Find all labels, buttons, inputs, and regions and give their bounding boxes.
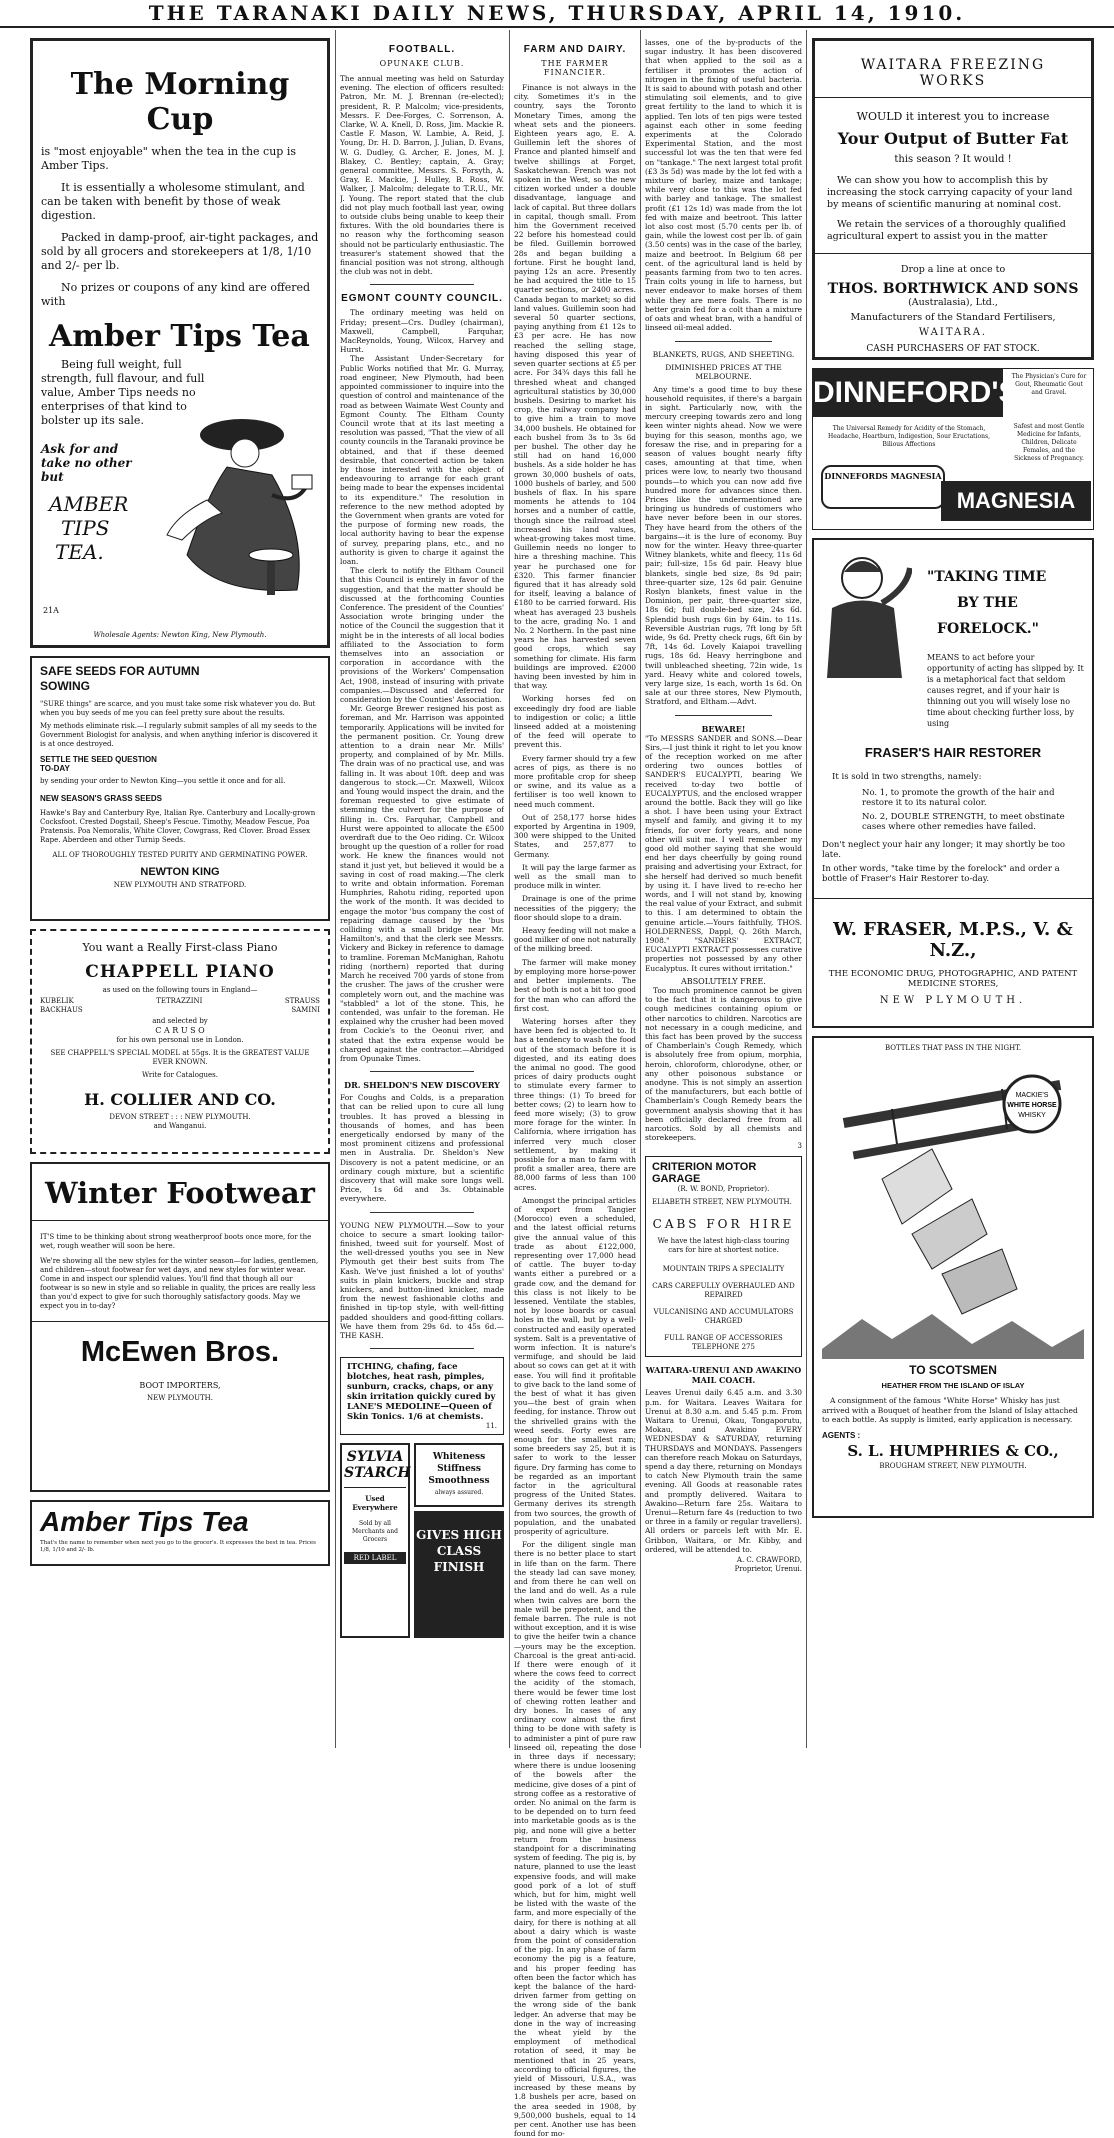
- ad-title: WAITARA FREEZING WORKS: [860, 57, 1046, 89]
- artist: C A R U S O: [155, 1026, 205, 1035]
- sylvia-starch-ad: [340, 1443, 504, 1638]
- column-misc: [645, 38, 802, 1574]
- section-subheading: THE FARMER FINANCIER.: [541, 59, 609, 77]
- ad-firm: H. COLLIER AND CO.: [84, 1090, 276, 1109]
- ad-text: GIVES HIGH CLASS FINISH: [414, 1511, 504, 1638]
- section-heading: BEWARE!: [701, 723, 746, 734]
- masthead: THE TARANAKI DAILY NEWS, THURSDAY, APRIL 14, 1910.: [148, 1, 966, 25]
- safe-seeds-ad: [30, 656, 330, 921]
- ad-title: FORELOCK.": [937, 621, 1039, 637]
- ad-text: Used Everywhere: [352, 1494, 398, 1513]
- amber-tips-morning-cup-ad: [30, 38, 330, 648]
- ad-text: CARS CAREFULLY OVERHAULED AND REPAIRED: [652, 1282, 795, 1300]
- ad-text: Drop a line at once to: [900, 264, 1006, 275]
- article-text: For the diligent single man there is no better place to start in life than on the farm. There the steady lad can save money, and from there he can well on the land and do well. As a rule when twin calves are born the male will be prepotent, and the female barren. The rule is not without exception, and it is wise to give the heifer twin a chance—yours may be the exception. Charcoal is the great anti-acid. If there were enough of it where the cows feed to correct the acidity of the stomach, there would be fewer time lost of chewing rotten leather and dry bones. In cases of any ordinary cow almost the first thing to be done with safety is to administer a pint of pure raw linseed oil, repeating the dose in three days if necessary; where there is undue loosening of the bowels after the medicine, give doses of a pint of strong coffee as a restorative of order. No animal on the farm is to be depended on to turn feed into marketable goods as is the pig, and none will give a better return from the business standpoint for a discriminating system of feeding. The pig is, by nature, planned to use the least expensive foods, and will make good pork of a lot of stuff which, but for him, might well be listed with the waste of the farm, and more especially of the dairy, for there is nothing at all about a dairy which is waste from the point of consideration of the pig. In any phase of farm economy the pig is a feature, and his proper feeding has often been the factor which has kept the balance of the hard-driven farmer from getting on the wrong side of the bank ledger. An adverse that may be done in the way of increasing the wheat yield by the employment of methodical rotation of seed, it may be mentioned that in 25 years, according to official figures, the yield of Missouri, U.S.A., was increased by these means by 1.8 bushels per acre, based on the area seeded in 1908, by 9,500,000 bushels, equal to 14 per cent. Another use has been found for mo-: [514, 1540, 636, 2138]
- ad-place: WAITARA.: [918, 327, 988, 338]
- ad-text: The Universal Remedy for Acidity of the Stomach, Headache, Heartburn, Indigestion, Sour Eructations, Bilious Affections: [828, 425, 990, 448]
- starch-panel: [414, 1443, 504, 1507]
- article-text: The clerk to notify the Eltham Council that this Council is entirely in favor of the suggestion, and that the matter should be discussed at the forthcoming Counties Conference. The president of the Counties' Association wrote bringing under the notice of the Council the suggestion that it might be in the interests of all local bodies affiliated to the Association to form themselves into an association or corporation in accordance with the provisions of the Workers' Compensation Act, 1908, instead of insuring with private companies.—Discussed and deferred for consideration by the Counties' Association.: [340, 566, 504, 704]
- ad-address: ELIABETH STREET, NEW PLYMOUTH.: [652, 1198, 792, 1207]
- ad-text: this season ? It would !: [894, 154, 1012, 165]
- ad-text: Write for Catalogues.: [142, 1071, 218, 1079]
- article-text: Any time's a good time to buy these household requisites, if there's a bargain in sight. Particularly now, with the mercury creeping towards zero and long keen winter nights ahead. Now we were buying for this season, months ago, we foresaw the rise, and in preparing for a season of values bought nearly fifty cases, amounting at that time, when prices were low, to nearly two thousand pounds—to which you can now add five hundred more for advances since then. Prices like the undermentioned are bringing us hundreds of customers who have never before been in our stores. They have heard from the others of the bargains—it is the lure of economy. Buy now for the winter. Heavy three-quarter Witney blankets, white and fleecy, 11s 6d pair; full-size, 15s 6d pair. Heavy blue blankets, single bed size, 8s 9d pair; three-quarter size, 12s 6d pair. Genuine Roslyn blankets, finest value in the Dominion, per pair, three-quarter size, 18s 6d; full double-bed size, 24s 6d. Splendid bush rugs 6in by 64in. to 11s. Reversible Austrian rugs, 7ft long by 5ft wide, 9s 6d. Pretty check rugs, 6ft 6in by 7ft, 14s 6d. Lovely Kaiapoi travelling rugs, 18s 6d. Heavy herringbone and twill unbleached sheeting, 72in wide, 1s yard. Heavy white and colored towels, very large size, 1s each, worth 1s 6d. On sale at our three stores, New Plymouth, Stratford, and Eltham.—Advt.: [645, 384, 802, 707]
- signature: Proprietor, Urenui.: [734, 1565, 802, 1573]
- chappell-piano-ad: [30, 929, 330, 1154]
- column-farm-dairy: [514, 38, 636, 2138]
- brand-name: DINNEFORD'S: [813, 369, 1003, 417]
- ad-text: Don't neglect your hair any longer; it may shortly be too late.: [822, 840, 1066, 860]
- ad-title: "TAKING TIME: [927, 569, 1047, 585]
- ad-text: THE ECONOMIC DRUG, PHOTOGRAPHIC, AND PATENT MEDICINE STORES,: [828, 969, 1078, 989]
- ad-text: Sold by all Merchants and Grocers: [352, 1520, 398, 1544]
- ad-text: Manufacturers of the Standard Fertilisers,: [850, 312, 1056, 323]
- ad-address: BROUGHAM STREET, NEW PLYMOUTH.: [879, 1461, 1027, 1470]
- ad-agents: Wholesale Agents: Newton King, New Plymouth.: [93, 631, 267, 639]
- ad-text: Smoothness: [428, 1476, 490, 1487]
- tea-lady-illustration: [147, 405, 317, 605]
- article-text: Leaves Urenui daily 6.45 a.m. and 3.30 p.m. for Waitara. Leaves Waitara for Urenui at 8.30 a.m. and 5.45 p.m. From Waitara to Urenui, Okau, Tongaporutu, Mokau, and Awakino EVERY WEDNESDAY & SATURDAY, returning THURSDAYS and MONDAYS. Passengers can therefore reach Mokau on Saturdays, spend a day there, returning on Mondays to catch New Plymouth train the same evening. All Goods at reasonable rates and promptly delivered. Waitara to Awakino—Return fare 25s. Waitara to Urenui—Return fare 4s (reduction to two or three in a family or regular travellers). All orders or parcels left with Mr. E. Gribbon, Waitara, or Mr. Kibby, and ordered, will be attended to.: [645, 1388, 802, 1554]
- ad-text: (Australasia), Ltd.,: [908, 297, 998, 308]
- winter-footwear-ad: [30, 1162, 330, 1492]
- ad-text: A consignment of the famous "White Horse" Whisky has just arrived with a Bouquet of heather from the Island of Islay attached to each bottle. As supply is limited, early application is necessary.: [822, 1396, 1078, 1424]
- article-text: The farmer will make money by employing more horse-power and better implements. The best of both is not a bit too good for the man who can afford the first cost.: [514, 957, 636, 1013]
- article-text: Drainage is one of the prime necessities of the piggery; the floor should slope to a drain.: [514, 894, 636, 922]
- article-text: The ordinary meeting was held on Friday; present—Crs. Dudley (chairman), Maxwell, Campbell, Farquhar, MacReynolds, Young, Wilcox, Harvey and Hurst.: [340, 308, 504, 355]
- ad-text: AMBER: [49, 492, 129, 516]
- ad-text: Ask for and take no other but: [41, 442, 132, 484]
- ad-firm: THOS. BORTHWICK AND SONS: [827, 281, 1079, 297]
- article-text: Every farmer should try a few acres of pigs, as there is no more profitable crop for sheep or swine, and its value as a fertiliser is too well known to need much comment.: [514, 753, 636, 809]
- article-text: Watering horses after they have been fed is objected to. It has a tendency to wash the food out of the stomach before it is digested, and its eating does the animal no good. The good prices of dairy products ought to stimulate every farmer to three things: (1) To breed for better cows; (2) to learn how to feed more wisely; (3) to grow more forage for the winter. In California, where irrigation has inferred very much closer settlement, by making it possible for a man to farm with profit a smaller area, there are 88,000 farms of less than 100 acres.: [514, 1016, 636, 1192]
- article-text: It will pay the large farmer as well as the small man to produce milk in winter.: [514, 862, 636, 891]
- section-heading: WAITARA-URENUI AND AWAKINO MAIL COACH.: [645, 1365, 802, 1386]
- article-text: Working horses fed on exceedingly dry food are liable to indigestion or colic; a little linseed added at a moistening of the feed will operate to prevent this.: [514, 694, 636, 750]
- ad-text: is "most enjoyable" when the tea in the cup is Amber Tips.: [41, 145, 297, 172]
- column-ads-left: [30, 38, 330, 1566]
- ad-place: NEW PLYMOUTH.: [147, 1394, 213, 1402]
- starch-panel: [340, 1443, 410, 1638]
- ad-text: VULCANISING AND ACCUMULATORS CHARGED: [653, 1308, 794, 1326]
- magnesia-bottle: DINNEFORDS MAGNESIA: [821, 465, 945, 509]
- ad-address: DEVON STREET : : : NEW PLYMOUTH.: [109, 1113, 251, 1121]
- article-text: Amongst the principal articles of export from Tangier (Morocco) even a scheduled, and the latest official returns give the annual value of this trade as about £122,000, representing over 17,000 head of cattle. The buyer to-day wants either a purebred or a grade cow, and the demand for this class is not likely to be lessened. Ventilate the stables, not by loose boards or casual holes in the wall, but by a well-constructed and easily operated system. Salt is a preventative of worm infection. It is nature's vermifuge, and should be laid about so cows can get at it with ease. You will find it profitable to give back to the land some of the best of what it has given you—the best of grain when feeding, for instance. Throw out the shrivelled grains with the weed seeds. Forty ewes are enough for the smallest ram; some breeders say 25, but it is safer to work to the lesser figure. Dry farming has come to be regarded as an important factor in the agricultural progress of the United States. Germany derives its strength from two sources, the growth of population, and the unabated prosperity of agriculture.: [514, 1195, 636, 1537]
- ad-text: MEANS to act before your opportunity of acting has slipped by. It is a metaphorical fact that seldom causes regret, and if your hair is thinning out you will wisely lose no time about checking further loss, by using: [927, 653, 1084, 728]
- brand-name: SYLVIA STARCH: [344, 1449, 411, 1482]
- ad-firm: S. L. HUMPHRIES & CO.,: [847, 1441, 1059, 1460]
- ad-place: NEW PLYMOUTH.: [879, 995, 1027, 1006]
- ad-place: NEW PLYMOUTH AND STRATFORD.: [113, 881, 247, 889]
- artist-row: [40, 1006, 320, 1015]
- brand-name: MAGNESIA: [941, 481, 1091, 521]
- ad-firm: W. FRASER, M.P.S., V. & N.Z.,: [833, 919, 1073, 961]
- ad-text: (R. W. BOND, Proprietor).: [677, 1185, 770, 1194]
- column-rule: [335, 30, 336, 1748]
- waitara-freezing-works-ad: [812, 38, 1094, 360]
- ad-text: IT'S time to be thinking about strong weatherproof boots once more, for the wet, rough weather will soon be here.: [40, 1233, 312, 1250]
- article-text: Too much prominence cannot be given to the fact that it is dangerous to give cough medicines containing opium or other narcotics to children. Narcotics are not necessary in a cough medicine, and this fact has been proved by the success of Chamberlain's Cough Remedy, which is absolutely free from opium, morphia, heroin, chloroform, chlorodyne, other, or any other poisonous substance or anodyne. This is not simply an assertion of the manufacturers, but each bottle of Chamberlain's Cough Remedy bears the government analysis showing that it has been officially declared free from all narcotics. Sold by all chemists and storekeepers.: [645, 985, 802, 1143]
- article-text: lasses, one of the by-products of the sugar industry. It has been discovered that when applied to the soil as a fertiliser it promotes the action of nitrogen in the fixing of useful bacteria. It is said to abound with potash and other stimulating soil elements, and to give great fertility to the land to which it is applied. Ten lots of ten pigs were tested against each other in some feeding experiments at the Colorado Experimental Station, and the most successful lot was the ten that were fed on "tankage." The next largest total profit (£3 3s 5d) was made by the lot fed with a mixture of barley, maize and tankage; while very close to this was the lot fed with barley and tankage. The smallest profit (£1 12s 1d) was made from the lot fed with maize and beetroot. This latter lot also cost most (5.70 cents per lb. of gain, while the lowest cost per lb. of gain (3.50 cents) was in the case of the barley, maize and beetroot. In Belgium 68 per cent. of the agricultural land is held by peasants farming from two to ten acres. Train colts young in life to harness, but never endeavor to make horses of them while they are mere foals. There is no better grain fed for a colt than a mixture of oats and wheat bran, with a handful of linseed oil-meal added.: [645, 38, 802, 333]
- ad-text: We're showing all the new styles for the winter season—for ladies, gentlemen, and children—stout footwear for wet days, and new styles for winter wear. Come in and inspect our splendid values. You'll find that though all our footwear is so new in style and so reliable in quality, the prices are really less than you'd expect to give for such thoroughly satisfactory goods. May we expect you in to-day?: [40, 1257, 319, 1310]
- column-rule: [806, 30, 807, 1748]
- ad-subtitle: CABS FOR HIRE: [652, 1217, 795, 1232]
- artist: KUBELIK: [40, 997, 74, 1005]
- ad-subtitle: SETTLE THE SEED QUESTION TO-DAY: [40, 755, 157, 773]
- ad-text: TEA.: [55, 540, 104, 564]
- seed-list: Hawke's Bay and Canterbury Rye, Italian Rye. Canterbury and Locally-grown Cocksfoot. Crested Dogstail, Sheep's Fescue. Timothy, Meadow Fescue, Poa Pratensis. Poa Nemoralis, White Clover, Cowgrass, Red Clover. Broad Essex Rape. Aberdeen and other Turnip Seeds.: [40, 809, 316, 844]
- column-rule: [509, 30, 510, 1748]
- ad-code: 3: [797, 1142, 802, 1151]
- artist: TETRAZZINI: [156, 997, 203, 1005]
- ad-text: Packed in damp-proof, air-tight packages, and sold by all grocers and storekeepers at 1/8, 1/10 and 2/- per lb.: [41, 231, 319, 272]
- section-heading: ABSOLUTELY FREE.: [681, 976, 766, 986]
- ad-text: RED LABEL: [344, 1552, 406, 1564]
- ad-text: CASH PURCHASERS OF FAT STOCK.: [866, 344, 1040, 354]
- ad-text: In other words, "take time by the forelock" and order a bottle of Fraser's Hair Restorer to-day.: [822, 864, 1060, 884]
- ad-subtitle: HEATHER FROM THE ISLAND OF ISLAY: [881, 1381, 1025, 1390]
- ad-text: My methods eliminate risk.—I regularly submit samples of all my seeds to the Government Biologist for analysis, and when anything inferior is discovered it is at once destroyed.: [40, 722, 318, 748]
- article-text: Mr. George Brewer resigned his post as foreman, and Mr. Harrison was appointed temporarily. Applications will be invited for the permanent position. Cr. Young drew attention to a drain near Mr. Mills' property, and complained of by Mr. Mills. The drain was of no practical use, and was falling in. It was about 10ft. deep and was dangerous to stock.—Cr. Maxwell, Wilcox and Young would inspect the drain, and the foreman requested to give estimate of stemming the culvert for the purpose of filling in. Crs. Farquhar, Campbell and Hurst were appointed to allocate the £500 overdraft due to the Oeo riding. Cr. Wilcox brought up the question of a roller for road work. He knew the finances would not stand it just yet, but believed it would be a saving in cost of road making.—The clerk to write and obtain information. Foreman Humphries, Rahotu riding, reported upon the work of the month. It was decided to engage the motor 'bus company the cost of repairing damage caused by the 'bus colliding with a small bridge near Mr. Hamilton's, and that the clerk see Messrs. Vickery and Bickey in reference to damage to tramline. Foreman McManighan, Rahotu riding (northern) reported that during March he received 700 yards of stone from the crusher. The jaws of the crusher were completely worn out, and the machine was "stabbled" a lot of the stone. This, he contended, was unfair to the foreman. He explained why the crusher had been moved from Cockie's to the Oeonui river, and stated that the extra expense would be charged against the contractor.—Abridged from Opunake Times.: [340, 704, 504, 1063]
- section-heading: DR. SHELDON'S NEW DISCOVERY: [344, 1080, 500, 1091]
- column-ads-right: [812, 38, 1094, 1526]
- dinnefords-ad: [812, 368, 1094, 530]
- ad-text: Safest and most Gentle Medicine for Infants, Children, Delicate Females, and the Sickness of Pregnancy.: [1013, 423, 1085, 462]
- ad-text: That's the name to remember when next you go to the grocer's. It expresses the best in tea. Prices 1/8, 1/10 and 2/- lb.: [40, 1540, 317, 1553]
- brand-name: Amber Tips Tea: [49, 319, 310, 354]
- column-rule: [640, 30, 641, 1748]
- ad-text: ALL OF THOROUGHLY TESTED PURITY AND GERMINATING POWER.: [52, 851, 308, 859]
- ad-text: always assured.: [434, 1489, 484, 1497]
- ad-text: BOOT IMPORTERS,: [139, 1381, 221, 1390]
- brand-name: CHAPPELL PIANO: [85, 962, 275, 982]
- aeroplane-bottles-illustration: [822, 1059, 1084, 1359]
- artist: STRAUSS: [284, 997, 320, 1005]
- ad-title: The Morning Cup: [70, 67, 290, 137]
- ad-text: and selected by: [152, 1017, 208, 1025]
- ad-text: by sending your order to Newton King—you settle it once and for all.: [40, 777, 286, 785]
- article-text: Heavy feeding will not make a good milker of one not naturally of the milking breed.: [514, 926, 636, 954]
- article-text: Finance is not always in the city. Sometimes it's in the country, says the Toronto Monetary Times, among the wheat sets and the pioneers. Eighteen years ago, E. A. Guillemin left the shores of France and planted himself and twelve shillings at Forget, Saskatchewan. French was not spoken in the West, so the new citizen worked under a double disadvantage, language and lack of capital. But three dollars in capital, though small. From him the Government received 22 before his homestead could be filed. Guillemin borrowed 28s and began building a fortune. First he bought land, paying 12s an acre. Presently he had acquired the title to 15 quarter sections, or 2400 acres. Canada began to market; so did land values. Guillemin soon had several 50 quarter sections, paying anything from £1 12s to £3 per acre. He has now reached the selling stage, having disposed this year of seven quarter sections at £5 per acre. For 34¾ days this fall he threshed wheat and changed agricultural statistics by 30,000 bushels. Desiring to market his crop, the railway company had to give him a train to move 34,000 bushels. He obtained for each bushel from 3s to 3s 6d per bushel. The other day he still had on hand 16,000 bushels. As a side holder he has grown 30,000 bushels of oats, 1000 bushels of barley, and 500 bushels of flax. In his spare moments he attends to 104 horses and a number of cattle, though since the railroad steel increased his land values, wheat-growing takes most time. Guillemin needs no longer to hire a threshing machine. This year he purchased one for £320. This farmer financier figured that it has already sold for itself, leaving a balance of £180 to be carried forward. His wheat has averaged 23 bushels to the acre, grading No. 1 and No. 2 Northern. In the past nine years he has harvested seven good crops, which say something for climate. His farm buildings are improved. £2000 having been invested by him in that way.: [514, 83, 636, 691]
- ad-subtitle: TO SCOTSMEN: [909, 1363, 997, 1377]
- column-football-council: [340, 38, 504, 1638]
- ad-title: Winter Footwear: [45, 1176, 315, 1210]
- ad-code: 21A: [43, 606, 59, 615]
- ad-text: TELEPHONE 275: [692, 1343, 755, 1352]
- article-text: Out of 258,177 horse hides exported by Argentina in 1909, 300 were shipped to the United States, and 257,877 to Germany.: [514, 812, 636, 859]
- ad-text: Being full weight, full strength, full flavour, and full value, Amber Tips needs no enterprises of that kind to bolster up its sale.: [41, 358, 205, 427]
- ad-text: We have the latest high-class touring cars for hire at shortest notice.: [657, 1237, 790, 1255]
- ad-text: No prizes or coupons of any kind are offered with: [41, 281, 311, 308]
- ad-text: We retain the services of a thoroughly qualified agricultural expert to assist you in the matter: [827, 219, 1066, 242]
- ad-text: "SURE things" are scarce, and you must take some risk whatever you do. But when you buy seeds of me you can feel pretty sure about the results.: [40, 700, 316, 717]
- ad-text: It is essentially a wholesome stimulant, and can be taken with benefit by those of weak digestion.: [41, 181, 305, 222]
- ad-text: Stiffness: [437, 1464, 481, 1475]
- ad-text: The Physician's Cure for Gout, Rheumatic Gout and Gravel.: [1011, 373, 1087, 396]
- product-name: FRASER'S HAIR RESTORER: [864, 745, 1042, 760]
- ad-title: SAFE SEEDS FOR AUTUMN SOWING: [40, 664, 200, 693]
- man-illustration: [822, 548, 912, 678]
- white-horse-whisky-ad: [812, 1036, 1094, 1518]
- ad-headline: [927, 564, 1084, 642]
- ad-text: You want a Really First-class Piano: [82, 941, 278, 954]
- ad-text: as used on the following tours in England—: [102, 986, 258, 994]
- section-subheading: DIMINISHED PRICES AT THE MELBOURNE.: [665, 362, 782, 381]
- section-heading: EGMONT COUNTY COUNCIL.: [341, 293, 503, 305]
- article-text: For Coughs and Colds, is a preparation that can be relied upon to cure all lung troubles. It has proved a blessing in thousands of homes, and has been energetically endorsed by many of the most prominent citizens and professional men in Australia. Dr. Sheldon's New Discovery is not a patent medicine, or an ordinary cough mixture, but a scientific discovery that will make sore lungs well. Price, 1s 6d and 3s. Obtainable everywhere.: [340, 1093, 504, 1204]
- ad-firm: McEwen Bros.: [80, 1336, 280, 1368]
- ad-text: Whiteness: [432, 1452, 486, 1463]
- ad-code: 11.: [485, 1422, 497, 1431]
- ad-text: for his own personal use in London.: [116, 1036, 244, 1044]
- label-text: WHITE HORSE: [1007, 1102, 1057, 1109]
- artist: BACKHAUS: [40, 1006, 83, 1014]
- section-subheading: OPUNAKE CLUB.: [379, 59, 465, 68]
- ad-text: It is sold in two strengths, namely:: [832, 772, 982, 782]
- page-header: [0, 0, 1114, 28]
- ad-subtitle: NEW SEASON'S GRASS SEEDS: [40, 794, 162, 803]
- ad-text: No. 1, to promote the growth of the hair and restore it to its natural color.: [862, 788, 1055, 808]
- ad-text: SEE CHAPPELL'S SPECIAL MODEL at 55gs. It is the GREATEST VALUE EVER KNOWN.: [50, 1049, 310, 1066]
- label-text: MACKIE'S: [1015, 1092, 1049, 1099]
- criterion-garage-ad: [645, 1156, 802, 1357]
- brand-name: Amber Tips Tea: [40, 1506, 249, 1537]
- ad-text: AGENTS :: [822, 1430, 861, 1440]
- signature: A. C. CRAWFORD,: [736, 1556, 802, 1564]
- ad-title: CRITERION MOTOR GARAGE: [652, 1161, 757, 1186]
- ad-subtitle: Your Output of Butter Fat: [837, 129, 1069, 148]
- article-text: The Assistant Under-Secretary for Public Works notified that Mr. G. Murray, road engineer, New Plymouth, had been appointed commissioner to inquire into the question of control and maintenance of the road as between Waimate West County and Egmont County. The Eltham County Council wrote that at its last meeting a resolution was passed, "That the view of all county councils in the Taranaki province be obtained, and that if these deemed desirable, that concerted action be taken by those interested with the object of endeavouring to arrange for each grant being made to bear the expenses incidental to its expenditure." The resolution in reference to the new method adopted by the Government when grants are voted for the purpose of forming new roads, the local authority having to bear the expense of survey, preparing plans, etc., and no authority is given to charge it against the loan.: [340, 354, 504, 566]
- ad-address: and Wanganui.: [153, 1122, 207, 1130]
- frasers-hair-restorer-ad: [812, 538, 1094, 1028]
- ad-text: No. 2, DOUBLE STRENGTH, to meet obstinate cases where other remedies have failed.: [862, 812, 1065, 832]
- ad-text: We can show you how to accomplish this by increasing the stock carrying capacity of your land by means of scientific manuring at nominal cost.: [827, 175, 1073, 210]
- section-heading: FARM AND DAIRY.: [523, 44, 627, 55]
- itching-ad: [340, 1357, 504, 1435]
- article-text: YOUNG NEW PLYMOUTH.—Sow to your choice to secure a smart looking tailor-finished, tweed suit for yourself. Most of the well-dressed youths you see in New Plymouth get their best suits from The Kash. We've just finished a lot of youths' suits in plain knickers, buckle and strap knickers, and button-lined knicker, made from the newest fashionable cloths and finished in tip-top style, with well-fitting padded shoulders and good-fitting collars. We have them from 29s 6d. to 45s 6d.—THE KASH.: [340, 1220, 504, 1340]
- ad-firm: NEWTON KING: [140, 866, 220, 878]
- artist-row: [40, 997, 320, 1006]
- ad-text: TIPS: [61, 516, 110, 540]
- ad-title: BOTTLES THAT PASS IN THE NIGHT.: [884, 1044, 1022, 1052]
- ad-text: MOUNTAIN TRIPS A SPECIALITY: [662, 1265, 785, 1274]
- amber-tips-footer-ad: [30, 1500, 330, 1566]
- ad-text: ITCHING, chafing, face blotches, heat rash, pimples, sunburn, cracks, chaps, or any skin irritation quickly cured by LANE'S MEDOLINE—Queen of Skin Tonics. 1/6 at chemists.: [347, 1362, 496, 1423]
- label-text: WHISKY: [1018, 1112, 1046, 1119]
- article-text: The annual meeting was held on Saturday evening. The election of officers resulted: Patron, Mr. M. J. Brennan (re-elected); president, R. P. Malcolm; vice-presidents, Messrs. F. Dee-Forges, C. Sorrenson, A. Clarke, W. A. Knell, D. Ross, Jim. Mackie R. Castle F. Mason, W. Lambie, A. Reid, J. Young, Dr. H. D. Barron, J. Julian, D. Evans, W. G. Dudley, G. Archer, E. Jones, M. J. Blakey, C. Bentley; captain, A. Gray; general committee, Messrs. S. Forsyth, A. Gray, E. Mackie, J. Hulley, B. Ross, W. Walker, J. Malcolm; delegate to T.R.U., Mr. J. Young. The report stated that the club did not play much football last year, owing to outside clubs being unable to keep their fixtures. With the old boundaries there is no reason why the forthcoming season should not be particularly enthusiastic. The treasurer's statement showed that the financial position was not strong, although the club was not in debt.: [340, 74, 504, 277]
- ad-title: BY THE: [957, 595, 1018, 611]
- ad-text: FULL RANGE OF ACCESSORIES: [664, 1334, 783, 1343]
- artist: SAMINI: [291, 1006, 320, 1014]
- ad-text: WOULD it interest you to increase: [856, 110, 1050, 123]
- section-heading: FOOTBALL.: [388, 44, 456, 55]
- article-text: "To MESSRS SANDER and SONS.—Dear Sirs,—I just think it right to let you know of the reception worked on me after ordering two ounces bottles of SANDER'S EUCALYPTI, bearing We received to-day two bottle of EUCALYPTUS, and the enclosed wrapper around the bottle. Back they will go like a shot. I have been using your Extract myself and family, and giving it to my friends, for over forty years, and none other will suit me. I well remember my good old mother saying that she would end her days cheerfully by going round praising and advertising your Extract, for she herself had derived so much benefit by using it. I have lived to re-echo her words, and I will not stand by, knowing the real value of your Extract, and submit to this. I am determined to obtain the genuine article.—Yours faithfully, THOS. HOLDERNESS, Dappl, Q. 26th March, 1908." "SANDERS' EXTRACT, EUCALYPTI EXTRACT possesses curative properties not possessed by any other Eucalyptus. It cures without irritation.": [645, 733, 802, 973]
- section-heading: BLANKETS, RUGS, AND SHEETING.: [652, 349, 795, 359]
